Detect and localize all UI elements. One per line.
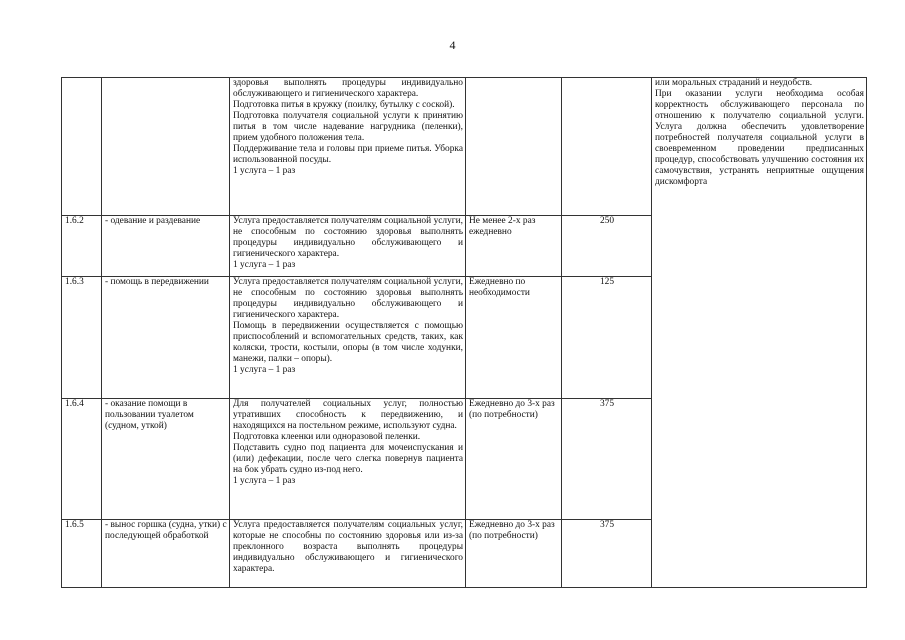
service-rate: 125 [562, 277, 652, 399]
description-paragraph: Подставить судно под пациента для мочеиспускания и (или) дефекации, после чего слегка повернув пациента на бок убрать судно из-под него. [233, 443, 463, 475]
description-paragraph: Подготовка питья в кружку (поилку, бутылку с соской). [233, 100, 455, 110]
service-description [230, 399, 466, 520]
table-row [62, 78, 867, 216]
service-frequency: Ежедневно до 3-х раз (по потребности) [466, 399, 562, 520]
notes-line: или моральных страданий и неудобств. [655, 78, 813, 88]
row-number [62, 78, 102, 216]
service-name [102, 78, 230, 216]
row-number: 1.6.3 [62, 277, 102, 399]
description-paragraph: Подготовка клеенки или одноразовой пеленки. [233, 432, 421, 442]
description-paragraph: Услуга предоставляется получателям социальных услуг, которые не способны по состоянию здоровья или из-за преклонного возраста выполнять процедуры индивидуально обслуживающего и гигиенического характера. [233, 520, 463, 574]
row-number: 1.6.5 [62, 520, 102, 588]
description-paragraph: 1 услуга – 1 раз [233, 260, 296, 270]
service-frequency: Ежедневно до 3-х раз (по потребности) [466, 520, 562, 588]
service-description [230, 277, 466, 399]
page-number: 4 [449, 38, 456, 52]
service-rate [562, 78, 652, 216]
row-number: 1.6.4 [62, 399, 102, 520]
notes-paragraph: При оказании услуги необходима особая корректность обслуживающего персонала по отношению к получателю социальной услуги. Услуга должна обеспечить удовлетворение потребностей получателя социальной услуги в своевременном проведении предписанных процедур, способствовать улучшению состояния их самочувствия, устранять неприятные ощущения дискомфорта [655, 89, 864, 187]
description-paragraph: 1 услуга – 1 раз [233, 166, 296, 176]
description-paragraph: Для получателей социальных услуг, полностью утративших способность к передвижению, и находящихся на постельном режиме, используют судна. [233, 399, 463, 431]
service-rate: 250 [562, 216, 652, 277]
service-notes [652, 78, 867, 588]
service-frequency: Не менее 2-х раз ежедневно [466, 216, 562, 277]
service-frequency: Ежедневно по необходимости [466, 277, 562, 399]
description-paragraph: здоровья выполнять процедуры индивидуально обслуживающего и гигиенического характера. [233, 78, 463, 99]
service-rate: 375 [562, 399, 652, 520]
service-description [230, 520, 466, 588]
service-rate: 375 [562, 520, 652, 588]
service-description [230, 78, 466, 216]
description-paragraph: 1 услуга – 1 раз [233, 476, 296, 486]
service-name: - помощь в передвижении [102, 277, 230, 399]
service-frequency [466, 78, 562, 216]
services-table [61, 77, 867, 588]
service-description [230, 216, 466, 277]
service-name: - вынос горшка (судна, утки) с последующей обработкой [102, 520, 230, 588]
description-paragraph: Поддерживание тела и головы при приеме питья. Уборка использованной посуды. [233, 144, 463, 165]
row-number: 1.6.2 [62, 216, 102, 277]
description-paragraph: Услуга предоставляется получателям социальной услуги, не способным по состоянию здоровья выполнять процедуры индивидуально обслуживающего и гигиенического характера. [233, 277, 463, 320]
description-paragraph: Помощь в передвижении осуществляется с помощью приспособлений и вспомогательных средств, таких, как коляски, трости, костыли, опоры (в том числе ходунки, манежи, палки – опоры). [233, 321, 463, 364]
description-paragraph: Подготовка получателя социальной услуги к принятию питья в том числе надевание нагрудника (пеленки), прием удобного положения тела. [233, 111, 463, 143]
service-name: - одевание и раздевание [102, 216, 230, 277]
description-paragraph: 1 услуга – 1 раз [233, 365, 296, 375]
service-name: - оказание помощи в пользовании туалетом (судном, уткой) [102, 399, 230, 520]
description-paragraph: Услуга предоставляется получателям социальной услуги, не способным по состоянию здоровья выполнять процедуры индивидуально обслуживающего и гигиенического характера. [233, 216, 463, 259]
